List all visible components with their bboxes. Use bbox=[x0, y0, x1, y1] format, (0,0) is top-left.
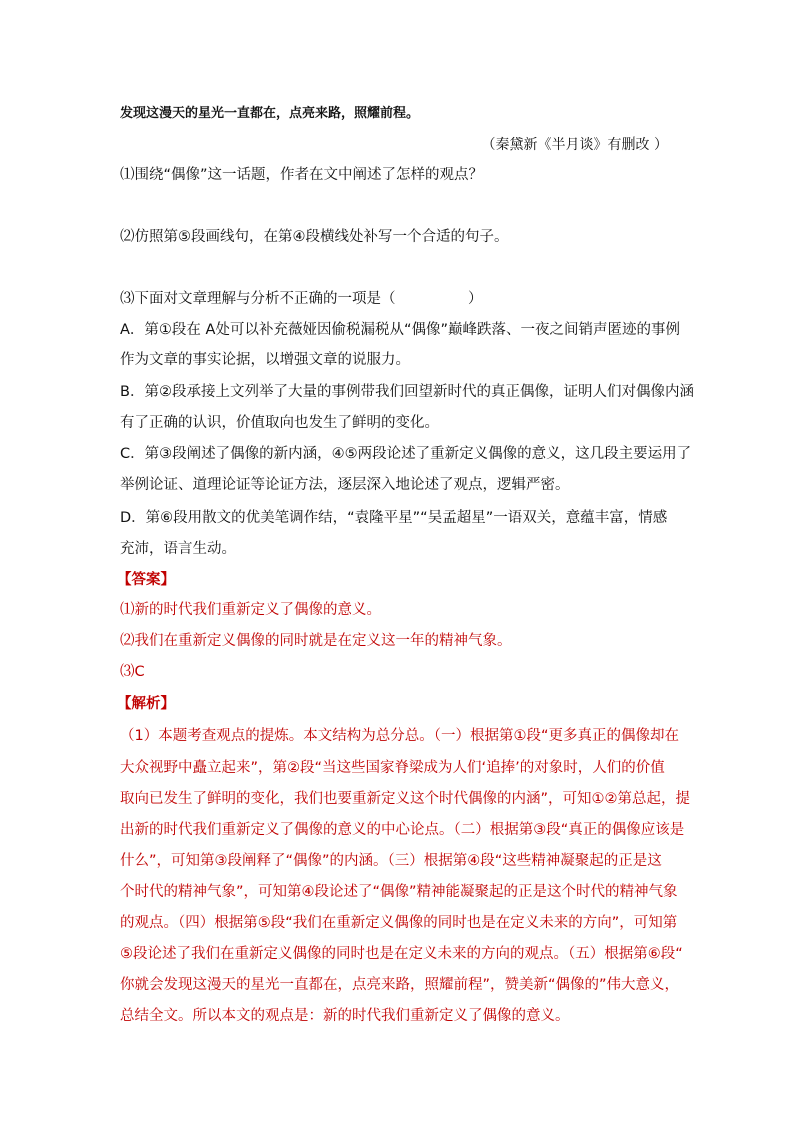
question-3: ⑶下面对文章理解与分析不正确的一项是（ ） bbox=[120, 291, 483, 307]
analysis-line: 什么”，可知第③段阐释了“偶像”的内涵。（三）根据第④段“这些精神凝聚起的正是这 bbox=[120, 853, 662, 869]
analysis-line: 大众视野中矗立起来”，第②段“当这些国家脊梁成为人们‘追捧’的对象时，人们的价值 bbox=[120, 760, 665, 776]
answer-1: ⑴新的时代我们重新定义了偶像的意义。 bbox=[120, 602, 381, 618]
analysis-line: 你就会发现这漫天的星光一直都在，点亮来路，照耀前程”，赞美新“偶像的”伟大意义， bbox=[120, 977, 680, 993]
option-d-line-1: D．第⑥段用散文的优美笔调作结，“袁隆平星”“吴孟超星”一语双关，意蕴丰富，情感 bbox=[120, 510, 668, 526]
analysis-line: 个时代的精神气象”，可知第④段论述了“偶像”精神能凝聚起的正是这个时代的精神气象 bbox=[120, 884, 678, 900]
analysis-label: 【解析】 bbox=[117, 696, 175, 712]
analysis-line: ⑤段论述了我们在重新定义偶像的同时也是在定义未来的方向的观点。（五）根据第⑥段“ bbox=[120, 946, 683, 962]
answer-2: ⑵我们在重新定义偶像的同时就是在定义这一年的精神气象。 bbox=[120, 633, 512, 649]
analysis-line: 的观点。（四）根据第⑤段“我们在重新定义偶像的同时也是在定义未来的方向”，可知第 bbox=[120, 915, 678, 931]
option-a-line-2: 作为文章的事实论据，以增强文章的说服力。 bbox=[120, 352, 410, 368]
option-c-line-1: C．第③段阐述了偶像的新内涵，④⑤两段论述了重新定义偶像的意义，这几段主要运用了 bbox=[120, 446, 692, 462]
analysis-line: 取向已发生了鲜明的变化，我们也要重新定义这个时代偶像的内涵”，可知①②第总起，提 bbox=[120, 791, 691, 807]
analysis-line: 出新的时代我们重新定义了偶像的意义的中心论点。（二）根据第③段“真正的偶像应该是 bbox=[120, 822, 685, 838]
option-b-line-1: B．第②段承接上文列举了大量的事例带我们回望新时代的真正偶像，证明人们对偶像内涵 bbox=[120, 384, 694, 400]
question-1: ⑴围绕“偶像”这一话题，作者在文中阐述了怎样的观点？ bbox=[120, 167, 484, 183]
option-d-line-2: 充沛，语言生动。 bbox=[120, 541, 236, 557]
passage-end-line: 发现这漫天的星光一直都在，点亮来路，照耀前程。 bbox=[120, 106, 420, 121]
option-b-line-2: 有了正确的认识，价值取向也发生了鲜明的变化。 bbox=[120, 415, 439, 431]
analysis-line: （1）本题考查观点的提炼。本文结构为总分总。（一）根据第①段“更多真正的偶像却在 bbox=[120, 728, 679, 744]
option-c-line-2: 举例论证、道理论证等论证方法，逐层深入地论述了观点，逻辑严密。 bbox=[120, 477, 570, 493]
source-citation: （秦黛新《半月谈》有删改 ） bbox=[481, 137, 668, 153]
answer-label: 【答案】 bbox=[117, 572, 175, 588]
answer-3: ⑶C bbox=[120, 664, 145, 680]
analysis-line: 总结全文。所以本文的观点是：新的时代我们重新定义了偶像的意义。 bbox=[120, 1008, 570, 1024]
option-a-line-1: A．第①段在 A处可以补充薇娅因偷税漏税从“偶像”巅峰跌落、一夜之间销声匿迹的事例 bbox=[120, 322, 680, 338]
question-2: ⑵仿照第⑤段画线句，在第④段横线处补写一个合适的句子。 bbox=[120, 229, 509, 245]
